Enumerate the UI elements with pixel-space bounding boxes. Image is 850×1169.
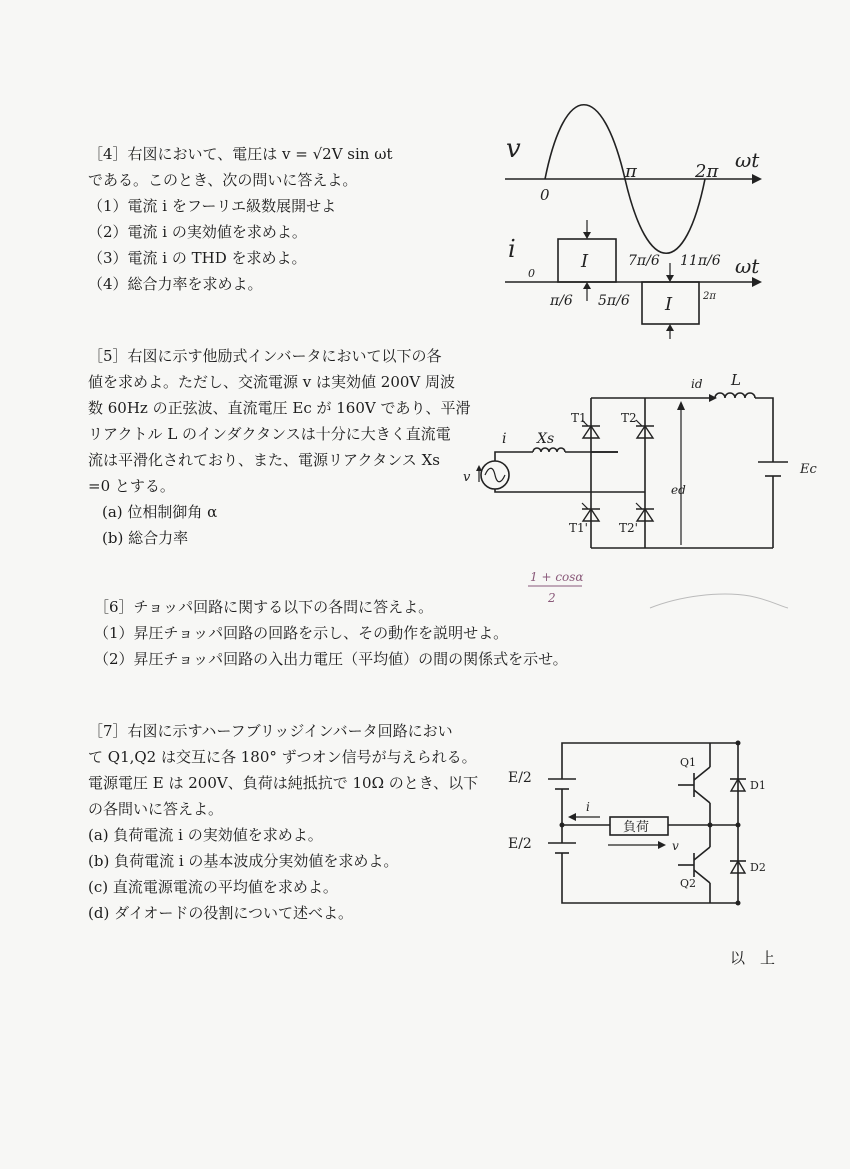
i-axis-arrow: [752, 277, 762, 287]
positive-pulse-label: I: [581, 251, 589, 272]
q2-label: Q2: [680, 877, 697, 890]
t2p-label: T2': [619, 521, 638, 535]
i-zero-label: 0: [528, 267, 535, 280]
question-4: [88, 141, 392, 297]
inverter-circuit: [455, 370, 835, 565]
question-6: [94, 594, 568, 672]
half-bridge-circuit: [500, 735, 790, 915]
q4-line: （2）電流 i の実効値を求めよ。: [88, 223, 307, 241]
q6-line: ［6］チョッパ回路に関する以下の各問に答えよ。: [94, 598, 434, 616]
i-label-7: i: [586, 800, 590, 814]
q7-line: の各問いに答えよ。: [88, 800, 224, 818]
ed-label: ed: [671, 483, 686, 497]
t2-label: T2: [621, 411, 637, 425]
omega-t-label: ωt: [735, 148, 760, 172]
zero-label: 0: [540, 186, 550, 204]
load-label: 負荷: [623, 820, 650, 835]
v-label-7: v: [672, 839, 679, 853]
two-pi-label: 2π: [695, 161, 719, 182]
q7-line: 電源電圧 E は 200V、負荷は純抵抗で 10Ω のとき、以下: [88, 774, 479, 792]
small-2pi-label: 2π: [703, 291, 716, 302]
id-label: id: [691, 377, 703, 391]
i-label-5: i: [502, 431, 507, 447]
l-label: L: [731, 371, 741, 389]
q1-label: Q1: [680, 756, 697, 769]
handwritten-formula-denominator: 2: [548, 591, 556, 605]
q5-line: 数 60Hz の正弦波、直流電圧 Ec が 160V であり、平滑: [88, 399, 471, 417]
q5-line: 流は平滑化されており、また、電源リアクタンス Xs: [88, 451, 440, 469]
question-7: [88, 718, 478, 926]
t1-label: T1: [571, 411, 587, 425]
i-label: i: [508, 235, 516, 263]
q5-line: ［5］右図に示す他励式インバータにおいて以下の各: [88, 347, 442, 365]
q5-line: (a) 位相制御角 α: [102, 503, 218, 521]
q5-line: =0 とする。: [88, 477, 175, 495]
negative-pulse-label: I: [665, 294, 673, 315]
v-axis-arrow: [752, 174, 762, 184]
xs-inductor: [533, 448, 565, 452]
q6-line: （1）昇圧チョッパ回路の回路を示し、その動作を説明せよ。: [94, 624, 509, 642]
d1-label: D1: [750, 779, 766, 792]
q4-line: （3）電流 i の THD を求めよ。: [88, 249, 307, 267]
omega-t-label-2: ωt: [735, 254, 760, 278]
t1p-label: T1': [569, 521, 588, 535]
q7-line: (c) 直流電源電流の平均値を求めよ。: [88, 878, 338, 896]
v-source-label: v: [463, 470, 471, 485]
q4-line: （1）電流 i をフーリエ級数展開せよ: [88, 197, 337, 215]
handwritten-formula-numerator: 1 + cosα: [530, 570, 584, 584]
closing-mark: 以 上: [730, 949, 776, 967]
v-label: v: [506, 134, 521, 164]
q5-line: 値を求めよ。ただし、交流電源 v は実効値 200V 周波: [88, 373, 456, 391]
question-5: [88, 343, 471, 551]
pi-6-label: π/6: [550, 293, 573, 309]
q7-line: て Q1,Q2 は交互に各 180° ずつオン信号が与えられる。: [88, 748, 477, 766]
q4-line: である。このとき、次の問いに答えよ。: [88, 171, 358, 189]
five-pi-6-label: 5π/6: [598, 293, 630, 309]
ec-label: Ec: [800, 462, 817, 477]
q7-line: (d) ダイオードの役割について述べよ。: [88, 904, 354, 922]
waveform-figure: [490, 105, 780, 340]
eleven-pi-6-label: 11π/6: [680, 253, 721, 269]
e2-top-label: E/2: [508, 770, 532, 786]
xs-label: Xs: [537, 431, 555, 447]
q6-line: （2）昇圧チョッパ回路の入出力電圧（平均値）の間の関係式を示せ。: [94, 650, 568, 668]
q4-line: （4）総合力率を求めよ。: [88, 275, 263, 293]
d2-label: D2: [750, 861, 766, 874]
pi-label: π: [625, 161, 637, 182]
q7-line: ［7］右図に示すハーフブリッジインバータ回路におい: [88, 722, 453, 740]
seven-pi-6-label: 7π/6: [628, 253, 660, 269]
q4-line: ［4］右図において、電圧は v = √2V sin ωt: [88, 145, 393, 163]
q5-line: リアクトル L のインダクタンスは十分に大きく直流電: [88, 425, 451, 443]
q7-line: (b) 負荷電流 i の基本波成分実効値を求めよ。: [88, 852, 399, 870]
q7-line: (a) 負荷電流 i の実効値を求めよ。: [88, 826, 323, 844]
l-inductor: [715, 393, 755, 398]
q5-line: (b) 総合力率: [102, 529, 189, 547]
e2-bottom-label: E/2: [508, 836, 532, 852]
